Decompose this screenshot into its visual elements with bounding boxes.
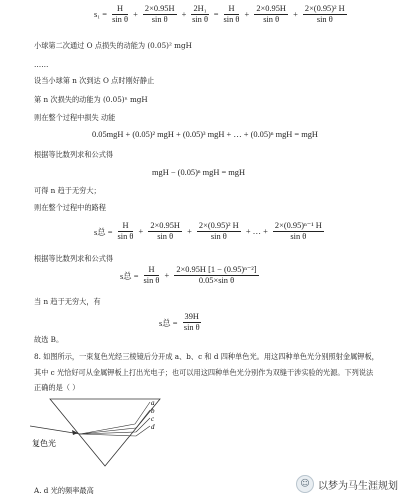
equation-sum: 0.05mgH + (0.05)² mgH + (0.05)³ mgH + … + (0.05)ⁿ mgH = mgH xyxy=(92,130,318,139)
text-line: 根据等比数列求和公式得 xyxy=(34,254,114,263)
question-8-line3: 正确的是（ ） xyxy=(34,383,80,392)
question-8-line2: 其中 c 光恰好可从金属钾板上打出光电子；也可以用这四种单色光分别作为双缝干涉实验的光源。下列说法 xyxy=(34,368,374,377)
eq-lhs: s₁ = xyxy=(94,10,107,19)
text-line: 则在整个过程中损失 动能 xyxy=(34,113,116,122)
fraction: $\frac{2\times 0.95H}{\text{sin θ}}$ xyxy=(256,4,286,24)
ellipsis: …… xyxy=(34,60,49,69)
text-line: 可得 n 趋于无穷大； xyxy=(34,186,101,195)
fraction: $\frac{H}{\text{sin θ}}$ xyxy=(117,221,134,241)
watermark xyxy=(296,475,398,493)
equation-mgh: mgH − (0.05)ⁿ mgH = mgH xyxy=(152,168,246,177)
label-composite-light: 复色光 xyxy=(32,439,56,448)
equation-s-total: s总 = $\frac{H}{\text{sin θ}}$ + $\frac{2\times 0.95H}{\text{sin θ}}$ + $\frac{\text{2×(0.95)² H}}{\text{sin θ}}$ + … + $\frac{\text{2×(0.95)ⁿ⁻¹ H}}{\text{sin θ}}$ xyxy=(94,221,322,241)
ray-d-inside xyxy=(80,434,136,436)
watermark-text: 以梦为马生涯规划 xyxy=(318,480,398,492)
fraction: $\frac{H}{\text{sin θ}}$ xyxy=(112,4,128,24)
eq-lhs: s总 = xyxy=(159,318,178,328)
ray-label-c: c xyxy=(151,415,155,423)
prism-diagram xyxy=(30,396,190,472)
fraction: $\frac{\text{2×(0.95)² H}}{\text{sin θ}}$ xyxy=(198,221,239,241)
fraction: $\frac{39H}{\text{sin θ}}$ xyxy=(183,312,200,332)
equation-final xyxy=(157,312,202,333)
text-line: 当 n 趋于无穷大，有 xyxy=(34,297,101,306)
text-line: 小球第二次通过 O 点损失的动能为 (0.05)² mgH xyxy=(34,41,192,50)
fraction: $\frac{2\times 0.95H}{\text{sin θ}}$ xyxy=(150,221,180,241)
incident-ray xyxy=(30,426,80,434)
ray-label-d: d xyxy=(151,423,155,431)
ray-d-out xyxy=(136,426,150,436)
text-line: 设当小球第 n 次到达 O 点时刚好静止 xyxy=(34,76,155,85)
equation-s-total-sum: s总 = $\frac{H}{\text{sin θ}}$ + $\frac{\text{2×0.95H [1 − (0.95)ⁿ⁻²]}}{\text{0.05×sin θ}}$ xyxy=(120,265,257,285)
option-a: A. d 光的频率最高 xyxy=(34,486,94,495)
eq-lhs: s总 = xyxy=(94,227,113,237)
eq-lhs: s总 = xyxy=(120,271,139,281)
fraction: $\frac{\text{2×(0.95)ⁿ⁻¹ H}}{\text{sin θ}}$ xyxy=(274,221,322,241)
fraction: $\frac{\text{2×0.95H [1 − (0.95)ⁿ⁻²]}}{\text{0.05×sin θ}}$ xyxy=(176,265,257,285)
text-line: 则在整个过程中的路程 xyxy=(34,203,106,212)
fraction: $\frac{2\times 0.95H}{\text{sin θ}}$ xyxy=(144,4,175,24)
fraction: $\frac{\text{2×(0.95)² H}}{\text{sin θ}}$ xyxy=(304,4,345,24)
text-line: 根据等比数列求和公式得 xyxy=(34,150,114,159)
answer-line: 故选 B。 xyxy=(34,335,64,344)
prism-triangle xyxy=(50,399,160,466)
fraction: $\frac{H}{\text{sin θ}}$ xyxy=(143,265,160,285)
ray-label-a: a xyxy=(151,399,155,407)
question-8-line1: 8. 如图所示，一束复色光经三棱镜后分开成 a、b、c 和 d 四种单色光。用这四种单色光分别照射金属钾板， xyxy=(34,352,379,361)
ray-label-b: b xyxy=(151,407,155,415)
wechat-logo-icon: ☺ xyxy=(296,475,314,493)
fraction: $\frac{\text{2H₁}}{\text{sin θ}}$ xyxy=(192,4,208,24)
fraction: $\frac{H}{\text{sin θ}}$ xyxy=(223,4,240,24)
equation-s1: s₁ = $\frac{H}{\text{sin θ}}$ + $\frac{2\times 0.95H}{\text{sin θ}}$ + $\frac{\text{2H₁}}{\text{sin θ}}$ = $\frac{H}{\text{sin θ}}$ + $\frac{2\times 0.95H}{\text{sin θ}}$ + $\frac{\text{2×(0.95)² H}}{\text{sin θ}}$ xyxy=(94,4,345,24)
text-line: 第 n 次损失的动能为 (0.05)ⁿ mgH xyxy=(34,95,148,104)
